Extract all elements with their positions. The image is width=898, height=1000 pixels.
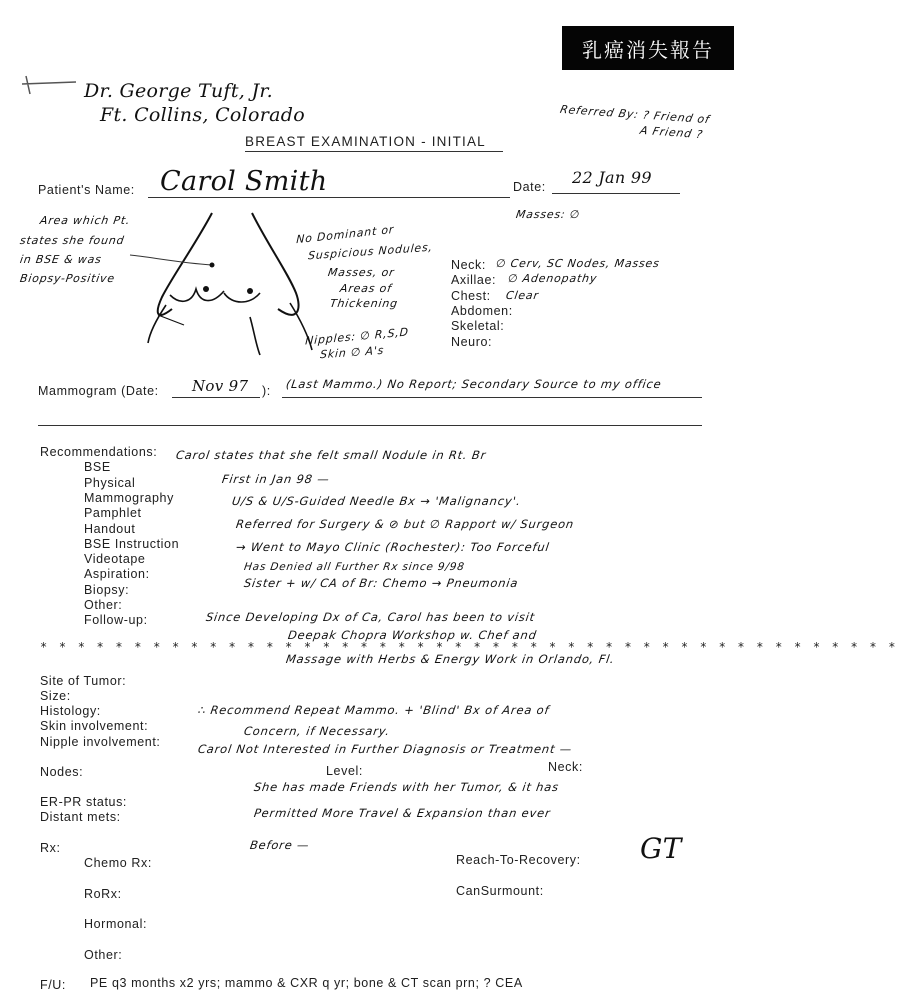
date-label: Date: (513, 180, 546, 194)
title-underline (245, 151, 503, 152)
rec-item-biopsy: Biopsy: (84, 583, 130, 597)
doctor-name: Dr. George Tuft, Jr. (84, 80, 274, 102)
patient-name-label: Patient's Name: (38, 183, 135, 197)
rec-item-bse-instruction: BSE Instruction (84, 537, 180, 551)
neck-label: Neck: (451, 258, 486, 272)
mammogram-close: ): (262, 384, 271, 398)
mammogram-line (282, 397, 702, 398)
histology-label: Histology: (40, 704, 101, 718)
axillae-value: ∅ Adenopathy (507, 272, 599, 285)
referred-by-line1: Referred By: ? Friend of (558, 102, 712, 127)
er-pr-status-label: ER-PR status: (40, 795, 127, 809)
site-of-tumor-label: Site of Tumor: (40, 674, 127, 688)
date-value: 22 Jan 99 (572, 168, 652, 187)
tumor-note-5: Permitted More Travel & Expansion than ever (253, 806, 552, 820)
rec-note-2: First in Jan 98 — (221, 472, 331, 486)
distant-mets-label: Distant mets: (40, 810, 121, 824)
breast-diagram (100, 205, 340, 360)
neck-value: ∅ Cerv, SC Nodes, Masses (495, 257, 661, 270)
form-title: BREAST EXAMINATION - INITIAL (245, 134, 486, 149)
hormonal-label: Hormonal: (84, 917, 148, 931)
mammogram-label: Mammogram (Date: (38, 384, 159, 398)
middle-note-line5: Thickening (329, 297, 399, 310)
rec-item-mammography: Mammography (84, 491, 174, 505)
tumor-note-4: She has made Friends with her Tumor, & it has (253, 780, 560, 794)
rec-note-3: U/S & U/S-Guided Needle Bx → 'Malignancy'. (231, 494, 522, 508)
rec-item-handout: Handout (84, 522, 136, 536)
middle-note-line4: Areas of (339, 282, 393, 295)
middle-note-line2: Suspicious Nodules, (307, 240, 434, 263)
rec-item-pamphlet: Pamphlet (84, 506, 142, 520)
tumor-note-2: Concern, if Necessary. (243, 724, 391, 738)
referred-by-line2: A Friend ? (638, 123, 705, 142)
rec-item-aspiration: Aspiration: (84, 567, 150, 581)
corner-scribble (20, 72, 80, 96)
neuro-label: Neuro: (451, 335, 493, 349)
nodes-label: Nodes: (40, 765, 84, 779)
nipple-involvement-label: Nipple involvement: (40, 735, 161, 749)
fu-label: F/U: (40, 978, 67, 992)
patient-name-value: Carol Smith (160, 166, 328, 197)
chemo-rx-label: Chemo Rx: (84, 856, 152, 870)
rec-item-other: Other: (84, 598, 123, 612)
reach-to-recovery-label: Reach-To-Recovery: (456, 853, 581, 867)
masses-note: Masses: ∅ (515, 208, 582, 221)
skin-involvement-label: Skin involvement: (40, 719, 149, 733)
mammogram-line2 (38, 425, 702, 426)
fu-text: PE q3 months x2 yrs; mammo & CXR q yr; bone & CT scan prn; ? CEA (90, 976, 523, 990)
tumor-note-1: ∴ Recommend Repeat Mammo. + 'Blind' Bx of Area of (197, 703, 551, 717)
rec-note-1: Carol states that she felt small Nodule in Rt. Br (175, 448, 488, 462)
doctor-location: Ft. Collins, Colorado (100, 104, 305, 126)
mammogram-date-line (172, 397, 260, 398)
rec-note-8: Since Developing Dx of Ca, Carol has been to visit (205, 610, 537, 624)
other-label: Other: (84, 948, 123, 962)
skeletal-label: Skeletal: (451, 319, 505, 333)
rec-note-4: Referred for Surgery & ⊘ but ∅ Rapport w/ Surgeon (235, 517, 576, 531)
rec-note-9: Deepak Chopra Workshop w. Chef and (287, 628, 538, 642)
mammogram-date-value: Nov 97 (192, 377, 249, 395)
rec-item-videotape: Videotape (84, 552, 146, 566)
left-note-line4: Biopsy-Positive (19, 272, 116, 285)
level-label: Level: (326, 764, 363, 778)
middle-note-line1: No Dominant or (296, 222, 395, 247)
rec-note-7: Sister + w/ CA of Br: Chemo → Pneumonia (243, 576, 520, 590)
rec-note-10: Massage with Herbs & Energy Work in Orlando, Fl. (285, 652, 616, 666)
neck-label-2: Neck: (548, 760, 583, 774)
rec-item-physical: Physical (84, 476, 136, 490)
nipple-note-line1: Nipples: ∅ R,S,D (304, 325, 410, 348)
report-title-badge: 乳癌消失報告 (562, 26, 734, 70)
nipple-note-line2: Skin ∅ A's (319, 343, 385, 362)
left-note-line3: in BSE & was (19, 253, 103, 266)
axillae-label: Axillae: (451, 273, 497, 287)
rec-note-5: → Went to Mayo Clinic (Rochester): Too Forceful (235, 540, 551, 554)
rec-item-follow-up: Follow-up: (84, 613, 148, 627)
rx-label: Rx: (40, 841, 61, 855)
patient-name-line (148, 197, 510, 198)
middle-note-line3: Masses, or (327, 266, 396, 279)
star-separator: * * * * * * * * * * * * * * * * * * * * * * * * * * * * * * * * * * * * * * * * * * * * * * (40, 640, 898, 654)
rec-item-bse: BSE (84, 460, 111, 474)
size-label: Size: (40, 689, 71, 703)
rec-note-6: Has Denied all Further Rx since 9/98 (243, 561, 466, 573)
left-note-line2: states she found (19, 234, 126, 247)
rorx-label: RoRx: (84, 887, 122, 901)
chest-label: Chest: (451, 289, 491, 303)
tumor-note-6: Before — (249, 838, 311, 852)
left-note-line1: Area which Pt. (39, 214, 132, 227)
mammogram-value: (Last Mammo.) No Report; Secondary Source to my office (285, 377, 663, 391)
recommendations-label: Recommendations: (40, 445, 158, 459)
cansurmount-label: CanSurmount: (456, 884, 544, 898)
chest-value: Clear (505, 289, 540, 302)
tumor-note-3: Carol Not Interested in Further Diagnosis or Treatment — (197, 742, 574, 756)
signature-initials: GT (640, 832, 682, 865)
abdomen-label: Abdomen: (451, 304, 513, 318)
date-line (552, 193, 680, 194)
